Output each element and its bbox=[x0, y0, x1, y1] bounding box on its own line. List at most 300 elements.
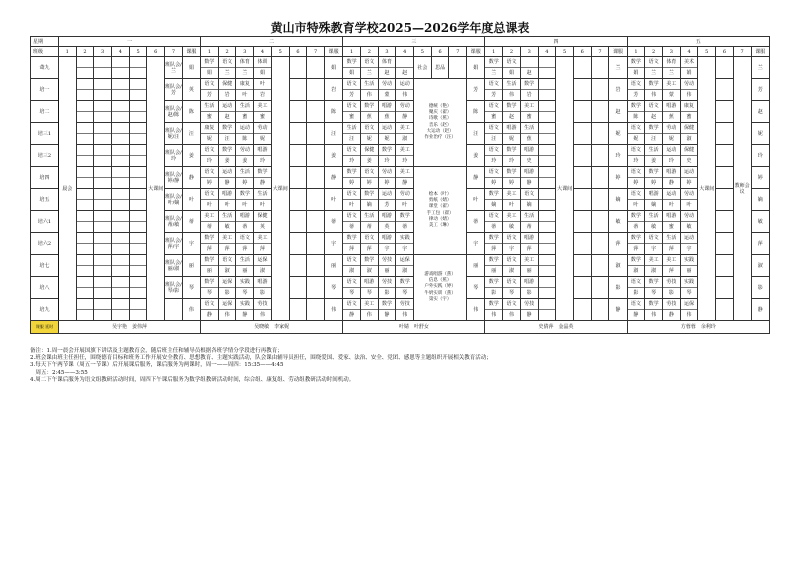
teacher: 蒂 bbox=[485, 221, 502, 232]
subject bbox=[130, 255, 147, 265]
subject bbox=[112, 233, 129, 243]
subject bbox=[112, 299, 129, 309]
duty-cell: 汪 bbox=[324, 123, 342, 145]
subject bbox=[521, 57, 538, 67]
subject: 劳技 bbox=[381, 257, 392, 263]
lesson-cell bbox=[201, 211, 219, 233]
lesson-cell bbox=[520, 233, 538, 255]
class-meeting-cell: 班队会/婷/静 bbox=[165, 167, 183, 189]
duty-cell: 兰 bbox=[751, 57, 770, 79]
lesson-cell bbox=[236, 255, 254, 277]
subject: 康复 bbox=[204, 125, 215, 131]
lesson-cell-extra bbox=[716, 101, 734, 123]
teacher bbox=[94, 177, 111, 188]
lesson-cell bbox=[538, 233, 556, 255]
lesson-cell bbox=[236, 57, 254, 79]
duty-cell: 静 bbox=[182, 167, 200, 189]
lesson-cell-extra bbox=[573, 79, 591, 101]
teacher bbox=[130, 111, 147, 122]
duty-cell: 宇 bbox=[324, 233, 342, 255]
teacher bbox=[130, 287, 147, 298]
lesson-cell bbox=[112, 79, 130, 101]
lesson-cell-extra bbox=[591, 123, 609, 145]
lesson-cell bbox=[485, 145, 503, 167]
lesson-cell bbox=[485, 101, 503, 123]
teacher: 玲 bbox=[201, 155, 218, 166]
subject: 数学 bbox=[630, 235, 641, 241]
teacher: 蒙 bbox=[663, 89, 680, 100]
teacher: 芳 bbox=[379, 199, 396, 210]
subject: 美工 bbox=[524, 103, 535, 109]
lesson-cell bbox=[662, 79, 680, 101]
teacher: 兰 bbox=[485, 67, 502, 78]
class-name: 聋九 bbox=[31, 57, 59, 79]
lesson-cell bbox=[396, 277, 414, 299]
lesson-cell bbox=[236, 123, 254, 145]
teacher bbox=[77, 111, 94, 122]
teacher: 萍 bbox=[201, 243, 218, 254]
lesson-cell bbox=[201, 145, 219, 167]
duty-cell: 妮 bbox=[751, 123, 770, 145]
teacher bbox=[130, 221, 147, 232]
subject: 劳技 bbox=[524, 301, 535, 307]
lesson-cell bbox=[129, 57, 147, 79]
lesson-cell-extra bbox=[716, 167, 734, 189]
teacher: 宇 bbox=[379, 243, 396, 254]
teacher: 伟 bbox=[396, 89, 413, 100]
lesson-cell bbox=[254, 167, 272, 189]
subject: 语文 bbox=[364, 59, 375, 65]
lesson-cell bbox=[76, 189, 94, 211]
subject: 实践 bbox=[399, 235, 410, 241]
duty-cell: 淑 bbox=[751, 255, 770, 277]
lesson-cell bbox=[112, 299, 130, 321]
duty-cell: 兰 bbox=[609, 57, 627, 79]
subject bbox=[94, 145, 111, 155]
subject: 数学 bbox=[257, 169, 268, 175]
teacher: 妮 bbox=[361, 133, 378, 144]
teacher: 娟 bbox=[681, 67, 698, 78]
lesson-cell bbox=[645, 299, 663, 321]
subject: 数学 bbox=[506, 169, 517, 175]
subject bbox=[539, 57, 556, 67]
lesson-cell bbox=[662, 123, 680, 145]
teacher bbox=[77, 287, 94, 298]
teacher: 影 bbox=[219, 287, 236, 298]
lesson-cell bbox=[485, 211, 503, 233]
teacher: 琴 bbox=[361, 287, 378, 298]
teacher: 萍 bbox=[361, 243, 378, 254]
lesson-cell bbox=[538, 189, 556, 211]
lesson-cell bbox=[662, 189, 680, 211]
subject: 劳动 bbox=[684, 191, 695, 197]
lesson-cell bbox=[396, 145, 414, 167]
teacher: 妮 bbox=[201, 133, 218, 144]
subject: 美工 bbox=[399, 125, 410, 131]
lesson-cell bbox=[112, 233, 130, 255]
lesson-cell-extra bbox=[573, 145, 591, 167]
lesson-cell bbox=[378, 167, 396, 189]
subject bbox=[130, 123, 147, 133]
teacher bbox=[130, 199, 147, 210]
teacher-meeting: 教师会议 bbox=[733, 57, 751, 321]
subject: 生活 bbox=[346, 125, 357, 131]
teacher: 伟 bbox=[485, 309, 502, 320]
lesson-cell bbox=[94, 57, 112, 79]
morning-assembly: 晨会 bbox=[58, 57, 76, 321]
subject: 数学 bbox=[346, 169, 357, 175]
subject: 美工 bbox=[204, 213, 215, 219]
teacher: 淑 bbox=[219, 265, 236, 276]
class-name: 培三2 bbox=[31, 145, 59, 167]
lesson-cell-extra bbox=[716, 123, 734, 145]
subject: 语文 bbox=[488, 103, 499, 109]
teacher: 兰 bbox=[663, 67, 680, 78]
class-meeting-cell: 班队会/兰 bbox=[165, 57, 183, 79]
lesson-cell bbox=[645, 79, 663, 101]
subject: 语文 bbox=[204, 169, 215, 175]
teacher: 蒂 bbox=[361, 221, 378, 232]
lesson-cell-extra bbox=[591, 233, 609, 255]
teacher: 静 bbox=[663, 177, 680, 188]
lesson-cell bbox=[343, 277, 361, 299]
subject: 保健 bbox=[257, 213, 268, 219]
class-meeting-cell: 班队会/芳 bbox=[165, 79, 183, 101]
lesson-cell bbox=[236, 79, 254, 101]
teacher bbox=[539, 155, 556, 166]
class-row bbox=[31, 255, 770, 277]
lesson-cell bbox=[680, 145, 698, 167]
subject: 生活 bbox=[222, 213, 233, 219]
class-row bbox=[31, 101, 770, 123]
lesson-cell bbox=[94, 101, 112, 123]
teacher: 兰 bbox=[236, 67, 253, 78]
period-number: 4 bbox=[538, 47, 556, 57]
teacher: 淑 bbox=[343, 265, 360, 276]
teacher bbox=[77, 221, 94, 232]
subject: 语文 bbox=[506, 279, 517, 285]
subject bbox=[112, 57, 129, 67]
lesson-cell bbox=[254, 211, 272, 233]
subject bbox=[539, 277, 556, 287]
subject: 唱游 bbox=[524, 235, 535, 241]
lesson-cell-extra bbox=[573, 123, 591, 145]
duty-cell: 淑 bbox=[609, 255, 627, 277]
teacher bbox=[130, 155, 147, 166]
lesson-cell bbox=[645, 145, 663, 167]
lesson-cell-extra bbox=[573, 277, 591, 299]
lesson-cell bbox=[112, 145, 130, 167]
teacher: 淑 bbox=[254, 265, 271, 276]
big-break: 大课间 bbox=[147, 57, 165, 321]
lesson-cell bbox=[343, 167, 361, 189]
subject: 生活 bbox=[648, 147, 659, 153]
subject bbox=[94, 167, 111, 177]
teacher: 姜 bbox=[645, 155, 662, 166]
teacher: 萍 bbox=[343, 243, 360, 254]
subject bbox=[130, 79, 147, 89]
class-row bbox=[31, 299, 770, 321]
lesson-cell bbox=[129, 189, 147, 211]
subject bbox=[112, 255, 129, 265]
lesson-cell bbox=[218, 57, 236, 79]
subject: 数学 bbox=[222, 147, 233, 153]
lesson-cell bbox=[645, 101, 663, 123]
lesson-cell bbox=[129, 101, 147, 123]
duty-cell: 陈 bbox=[324, 101, 342, 123]
period-number: 4 bbox=[396, 47, 414, 57]
subject: 劳动 bbox=[684, 81, 695, 87]
teacher: 玲 bbox=[503, 155, 520, 166]
subject bbox=[94, 101, 111, 111]
duty-cell: 丽 bbox=[467, 255, 485, 277]
period-number: 4 bbox=[254, 47, 272, 57]
lesson-cell-extra bbox=[307, 299, 325, 321]
lesson-cell bbox=[236, 233, 254, 255]
lesson-cell bbox=[503, 255, 521, 277]
lesson-cell bbox=[378, 255, 396, 277]
teacher: 影 bbox=[485, 287, 502, 298]
teacher: 赵 bbox=[503, 111, 520, 122]
teacher bbox=[94, 287, 111, 298]
subject bbox=[112, 79, 129, 89]
lesson-cell bbox=[129, 211, 147, 233]
duty-cell: 宇 bbox=[467, 233, 485, 255]
period-number: 2 bbox=[645, 47, 663, 57]
period-number: 4 bbox=[680, 47, 698, 57]
subject: 运保 bbox=[684, 301, 695, 307]
subject: 数学 bbox=[648, 81, 659, 87]
teacher: 丽 bbox=[485, 265, 502, 276]
lesson-cell-extra bbox=[289, 255, 307, 277]
duty-cell: 萍 bbox=[751, 233, 770, 255]
teacher: 萍 bbox=[254, 243, 271, 254]
teacher: 娟 bbox=[201, 67, 218, 78]
teacher: 汪 bbox=[645, 133, 662, 144]
lesson-cell bbox=[662, 277, 680, 299]
lesson-cell bbox=[112, 189, 130, 211]
lesson-cell bbox=[343, 57, 361, 79]
subject bbox=[130, 167, 147, 177]
lesson-cell bbox=[218, 145, 236, 167]
subject: 唱游 bbox=[222, 191, 233, 197]
class-row bbox=[31, 57, 770, 79]
lesson-cell bbox=[680, 277, 698, 299]
lesson-cell bbox=[343, 145, 361, 167]
subject: 叶 bbox=[260, 81, 266, 87]
teacher: 英 bbox=[254, 221, 271, 232]
teacher bbox=[539, 67, 556, 78]
lesson-cell bbox=[538, 79, 556, 101]
lesson-cell bbox=[94, 277, 112, 299]
subject bbox=[77, 57, 94, 67]
subject: 运动 bbox=[222, 103, 233, 109]
period-number: 3 bbox=[378, 47, 396, 57]
teacher bbox=[77, 67, 94, 78]
teacher bbox=[112, 67, 129, 78]
day-header: 四 bbox=[485, 37, 627, 47]
lesson-cell bbox=[396, 167, 414, 189]
lesson-cell-extra bbox=[716, 299, 734, 321]
teacher: 伟 bbox=[396, 309, 413, 320]
subject: 语文 bbox=[346, 103, 357, 109]
subject bbox=[539, 101, 556, 111]
lesson-cell bbox=[112, 101, 130, 123]
subject bbox=[77, 255, 94, 265]
lesson-cell-extra bbox=[307, 189, 325, 211]
subject bbox=[130, 57, 147, 67]
subject bbox=[77, 123, 94, 133]
lesson-cell-extra bbox=[573, 233, 591, 255]
subject: 唱游 bbox=[364, 279, 375, 285]
lesson-cell bbox=[112, 277, 130, 299]
subject bbox=[396, 57, 413, 67]
class-name: 培五 bbox=[31, 189, 59, 211]
lesson-cell bbox=[680, 101, 698, 123]
subject: 体育 bbox=[381, 59, 392, 65]
duty-cell: 丽 bbox=[182, 255, 200, 277]
teacher: 琴 bbox=[343, 287, 360, 298]
lesson-cell bbox=[94, 189, 112, 211]
lesson-cell bbox=[662, 167, 680, 189]
teacher: 静 bbox=[379, 309, 396, 320]
subject: 语文 bbox=[488, 81, 499, 87]
subject: 唱游 bbox=[381, 103, 392, 109]
teacher bbox=[112, 133, 129, 144]
subject: 语文 bbox=[506, 59, 517, 65]
duty-cell: 姜 bbox=[467, 145, 485, 167]
period-number: 2 bbox=[503, 47, 521, 57]
duty-cell: 汪 bbox=[182, 123, 200, 145]
teacher: 琴 bbox=[503, 287, 520, 298]
lesson-cell-extra bbox=[307, 57, 325, 79]
lesson-cell-extra bbox=[307, 145, 325, 167]
teacher: 娟 bbox=[254, 67, 271, 78]
lesson-cell bbox=[201, 277, 219, 299]
teacher: 静 bbox=[254, 177, 271, 188]
lesson-cell bbox=[76, 211, 94, 233]
lesson-cell bbox=[76, 255, 94, 277]
lesson-cell bbox=[485, 255, 503, 277]
after-school-label: 课服 延时 bbox=[31, 321, 59, 334]
wed-ethics: 思品 bbox=[431, 57, 449, 79]
subject bbox=[77, 145, 94, 155]
lesson-cell-extra bbox=[591, 167, 609, 189]
class-meeting-cell: 班队会/叶/嫡 bbox=[165, 189, 183, 211]
lesson-cell bbox=[343, 189, 361, 211]
teacher: 妮 bbox=[663, 133, 680, 144]
teacher: 伟 bbox=[645, 89, 662, 100]
subject: 生活 bbox=[364, 81, 375, 87]
class-name: 培三1 bbox=[31, 123, 59, 145]
subject: 数学 bbox=[399, 213, 410, 219]
lesson-cell bbox=[218, 299, 236, 321]
duty-cell: 琴 bbox=[324, 277, 342, 299]
subject: 唱游 bbox=[524, 279, 535, 285]
teacher bbox=[77, 243, 94, 254]
lesson-cell bbox=[662, 145, 680, 167]
after-school-staff: 史倩萍 金晶英 bbox=[485, 321, 627, 334]
subject bbox=[539, 167, 556, 177]
period-number: 7 bbox=[449, 47, 467, 57]
subject: 生活 bbox=[648, 213, 659, 219]
lesson-cell-extra bbox=[591, 145, 609, 167]
big-break: 大课间 bbox=[271, 57, 289, 321]
period-number: 5 bbox=[698, 47, 716, 57]
teacher: 静 bbox=[521, 177, 538, 188]
teacher bbox=[539, 133, 556, 144]
duty-header: 课服 bbox=[324, 47, 342, 57]
lesson-cell-extra bbox=[716, 79, 734, 101]
teacher bbox=[94, 67, 111, 78]
subject: 语文 bbox=[488, 147, 499, 153]
subject: 语文 bbox=[204, 81, 215, 87]
duty-cell: 影 bbox=[751, 277, 770, 299]
big-break: 大课间 bbox=[556, 57, 574, 321]
teacher: 婷 bbox=[628, 177, 645, 188]
period-number: 7 bbox=[307, 47, 325, 57]
teacher: 蕉 bbox=[361, 111, 378, 122]
lesson-cell bbox=[360, 211, 378, 233]
lesson-cell-extra bbox=[716, 277, 734, 299]
subject: 数学 bbox=[204, 59, 215, 65]
subject: 美工 bbox=[257, 235, 268, 241]
day-header: 三 bbox=[343, 37, 485, 47]
lesson-cell bbox=[520, 189, 538, 211]
lesson-cell bbox=[254, 299, 272, 321]
duty-cell: 琴 bbox=[182, 277, 200, 299]
lesson-cell-extra bbox=[716, 189, 734, 211]
teacher: 蜜 bbox=[681, 111, 698, 122]
teacher: 伟 bbox=[681, 309, 698, 320]
lesson-cell bbox=[680, 57, 698, 79]
subject: 数学 bbox=[488, 59, 499, 65]
lesson-cell bbox=[662, 233, 680, 255]
class-meeting-cell: 班队会/丽/淑 bbox=[165, 255, 183, 277]
lesson-cell bbox=[645, 233, 663, 255]
class-name: 培六1 bbox=[31, 211, 59, 233]
subject bbox=[539, 211, 556, 221]
class-meeting-cell: 班队会/赵/陈 bbox=[165, 101, 183, 123]
teacher: 影 bbox=[379, 287, 396, 298]
teacher bbox=[77, 309, 94, 320]
lesson-cell bbox=[503, 123, 521, 145]
lesson-cell bbox=[360, 123, 378, 145]
subject: 语文 bbox=[346, 81, 357, 87]
wed-special-a: 德统（艳） 聚庆（翟） 诗歌（蕉） 音乐（赵） 大运动（赵） 作业治疗（汪） bbox=[414, 79, 467, 167]
lesson-cell-extra bbox=[591, 189, 609, 211]
teacher: 蕉 bbox=[663, 111, 680, 122]
lesson-cell bbox=[503, 189, 521, 211]
teacher: 妮 bbox=[379, 133, 396, 144]
subject: 运保 bbox=[222, 279, 233, 285]
lesson-cell bbox=[218, 123, 236, 145]
lesson-cell bbox=[396, 57, 414, 79]
teacher: 敏 bbox=[503, 221, 520, 232]
teacher: 婷 bbox=[201, 177, 218, 188]
period-number: 5 bbox=[414, 47, 432, 57]
teacher: 婷 bbox=[645, 177, 662, 188]
teacher: 叶 bbox=[219, 199, 236, 210]
subject: 数学 bbox=[506, 103, 517, 109]
subject: 美工 bbox=[524, 257, 535, 263]
period-number: 5 bbox=[271, 47, 289, 57]
subject: 唱游 bbox=[506, 125, 517, 131]
subject: 数学 bbox=[239, 191, 250, 197]
lesson-cell bbox=[503, 145, 521, 167]
teacher: 伟 bbox=[681, 89, 698, 100]
subject: 生活 bbox=[364, 213, 375, 219]
